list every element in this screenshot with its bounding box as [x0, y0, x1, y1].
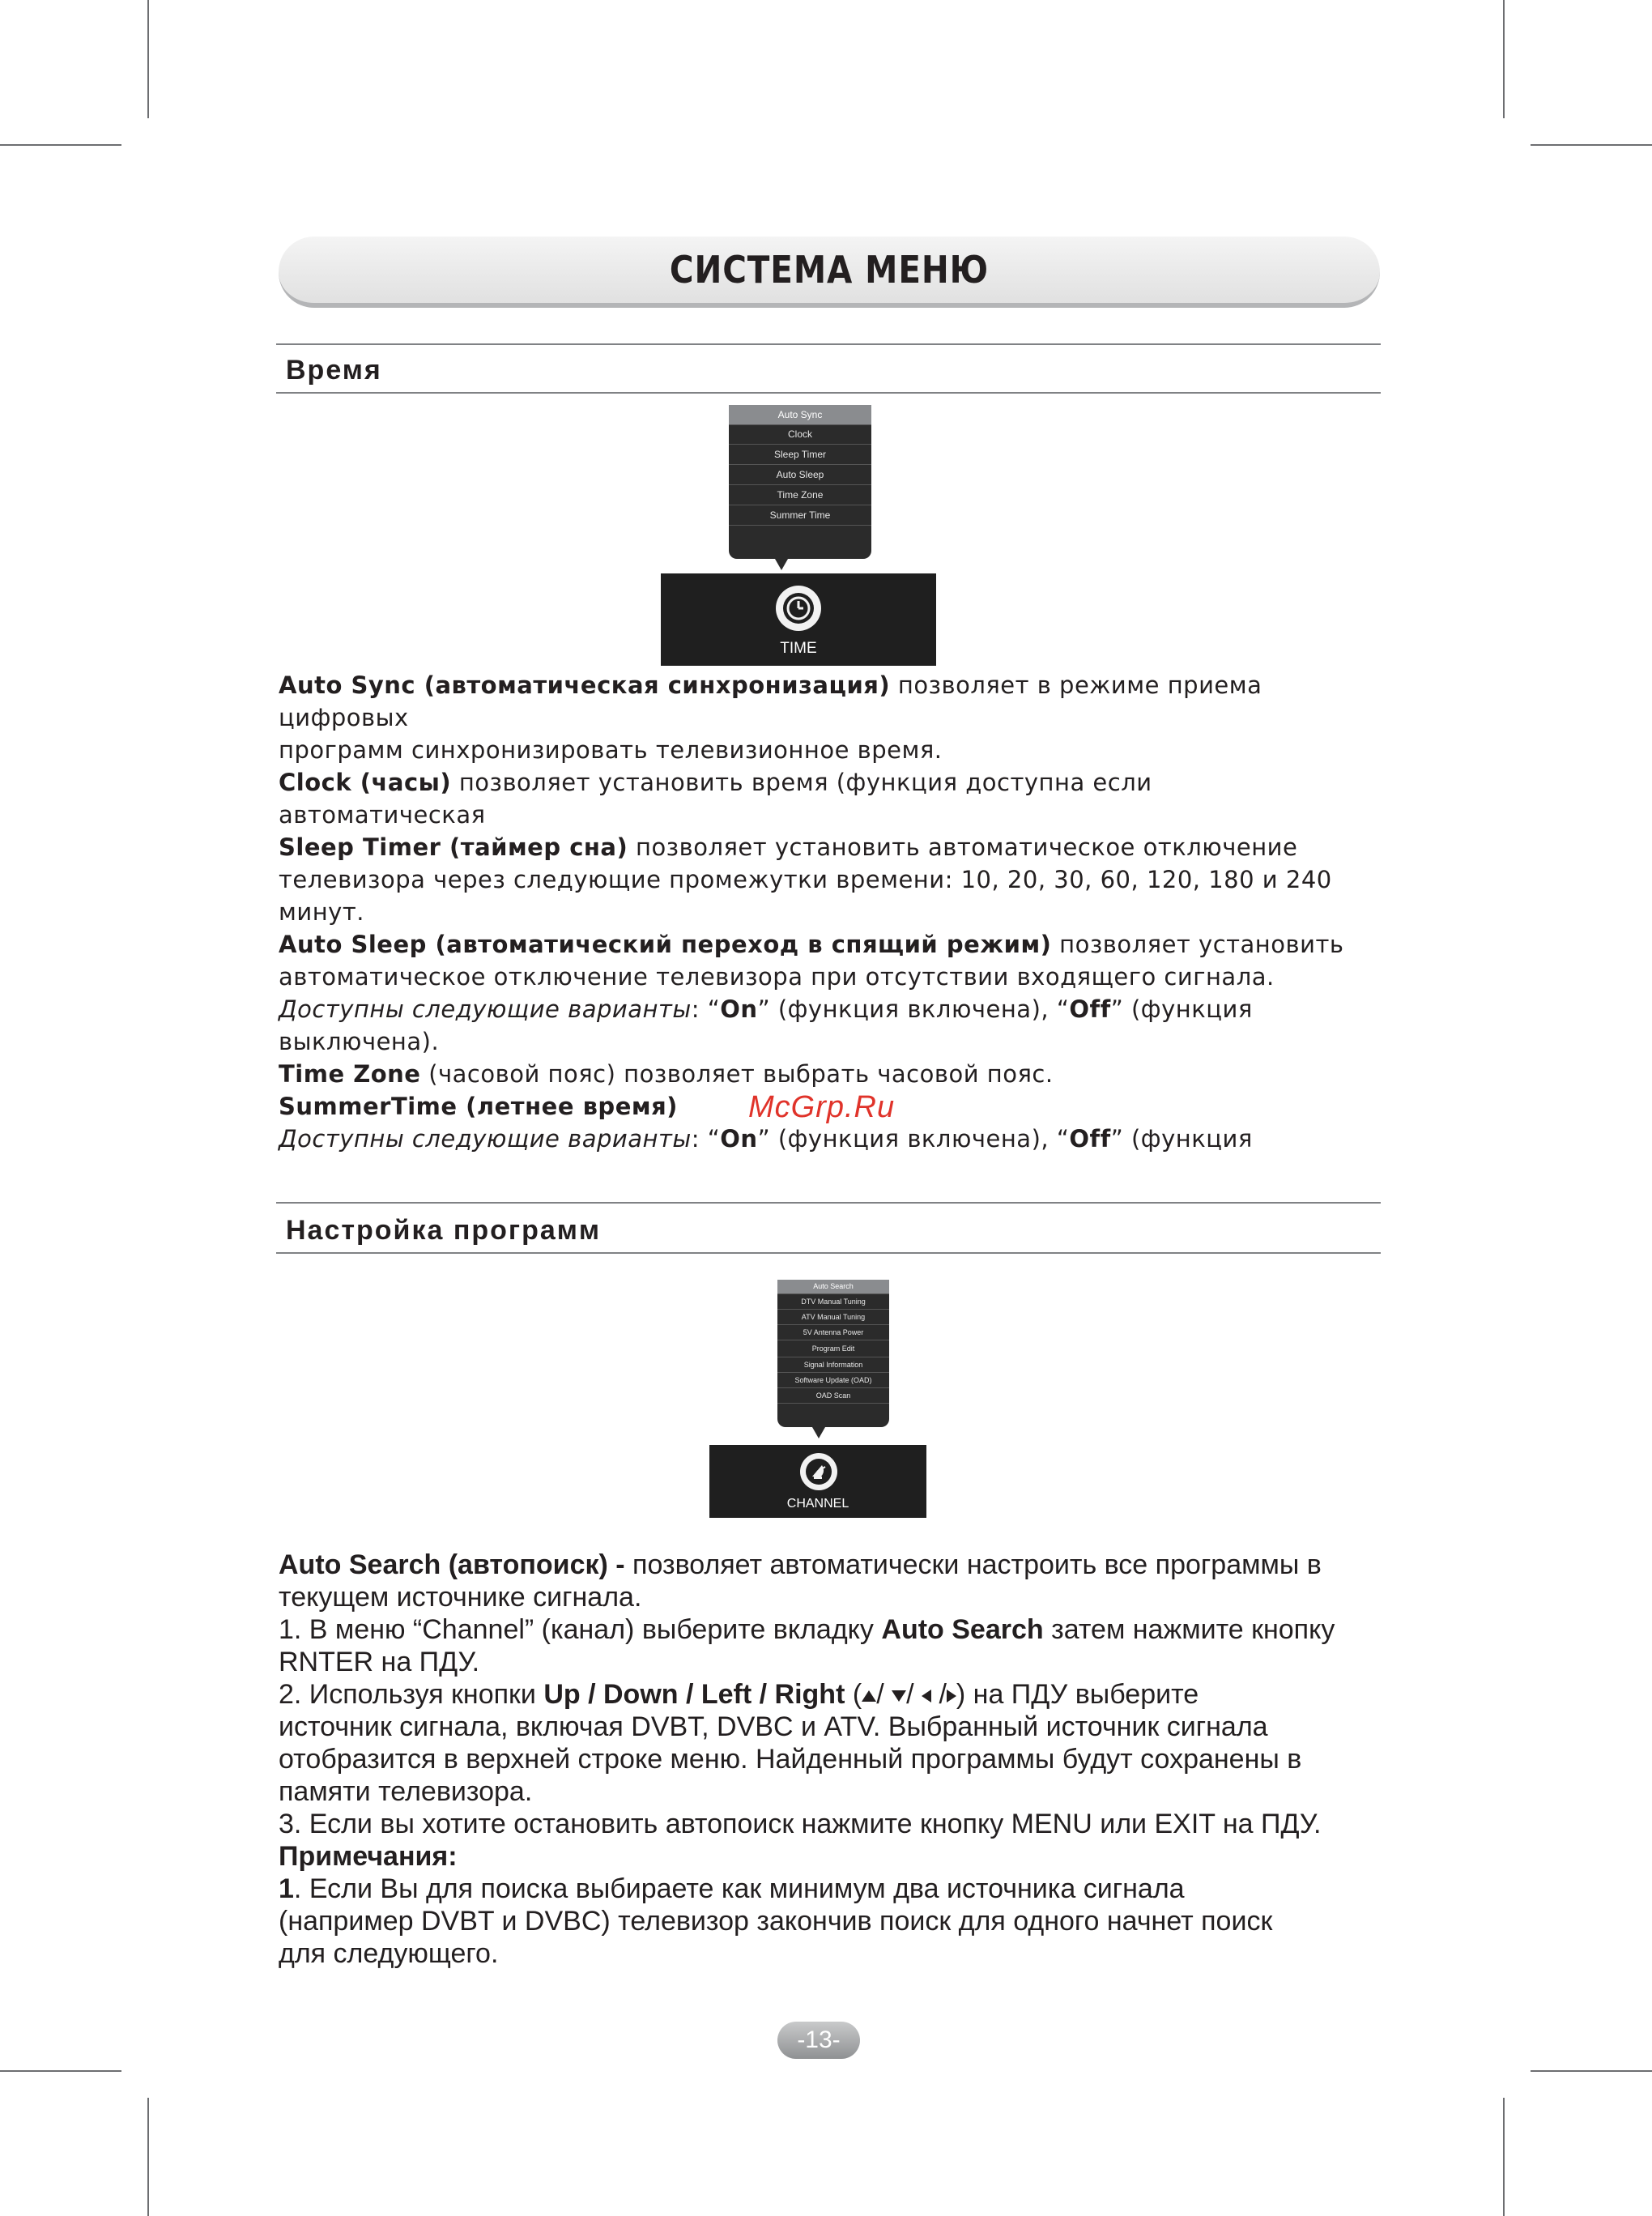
desc: позволяет в режиме приема цифровых [279, 671, 1262, 731]
menu-item[interactable]: Time Zone [729, 485, 871, 505]
crop-mark [147, 2098, 149, 2216]
section-heading-channel [276, 1202, 1381, 1254]
menu-item[interactable]: Summer Time [729, 505, 871, 526]
arrow-down-icon [892, 1690, 906, 1702]
menu-item[interactable]: Auto Sync [729, 405, 871, 425]
desc: текущем источнике сигнала. [279, 1582, 642, 1613]
arrow-left-icon [922, 1690, 931, 1702]
channel-icon-bar [709, 1445, 926, 1518]
option-on: On [720, 995, 758, 1023]
crop-mark [147, 0, 149, 118]
note-number: 1 [279, 1873, 294, 1904]
desc: позволяет установить время (функция доступна если [451, 769, 1152, 796]
term-summer-time: SummerTime (летнее время) [279, 1093, 678, 1120]
crop-mark [1531, 144, 1652, 146]
punct: : “ [691, 995, 721, 1023]
section-title: Время [286, 355, 382, 386]
desc: для следующего. [279, 1938, 499, 1969]
desc: автоматическое отключение телевизора при отсутствии входящего сигнала. [279, 963, 1275, 991]
term-time-zone: Time Zone [279, 1060, 421, 1088]
menu-item[interactable]: Auto Search [777, 1280, 889, 1294]
desc: (например DVBT и DVBC) телевизор закончив поиск для одного начнет поиск [279, 1906, 1273, 1937]
menu-item[interactable]: DTV Manual Tuning [777, 1294, 889, 1310]
desc: . Если Вы для поиска выбираете как минимум два источника сигнала [293, 1873, 1185, 1904]
menu-item[interactable]: Sleep Timer [729, 445, 871, 465]
term: Up / Down / Left / Right [543, 1679, 845, 1710]
desc: позволяет установить автоматическое отключение [628, 833, 1298, 861]
satellite-dish-icon[interactable] [800, 1453, 837, 1490]
desc: ” (функция [1110, 1125, 1253, 1153]
term-auto-sleep: Auto Sleep (автоматический переход в спящий режим) [279, 931, 1052, 958]
desc: минут. [279, 898, 364, 926]
crop-mark [0, 144, 121, 146]
desc: затем нажмите кнопку [1043, 1614, 1335, 1645]
desc: позволяет автоматически настроить все программы в [624, 1549, 1322, 1580]
time-description [279, 669, 1396, 1155]
menu-item[interactable]: ATV Manual Tuning [777, 1310, 889, 1325]
menu-item[interactable]: Signal Information [777, 1357, 889, 1373]
term: Auto Search [881, 1614, 1044, 1645]
desc: ” (функция включена), “ [757, 995, 1070, 1023]
desc: источник сигнала, включая DVBT, DVBC и ATV. Выбранный источник сигнала [279, 1711, 1268, 1742]
term-clock: Clock (часы) [279, 769, 452, 796]
menu-item[interactable]: Auto Sleep [729, 465, 871, 485]
clock-icon[interactable] [776, 586, 821, 631]
menu-pointer-arrow [775, 559, 788, 570]
menu-pointer-arrow [812, 1427, 825, 1438]
desc: ( [845, 1679, 862, 1710]
desc: ” (функция [1110, 995, 1253, 1023]
crop-mark [1503, 0, 1505, 118]
icon-label: TIME [780, 640, 817, 657]
watermark: McGrp.Ru [748, 1090, 896, 1124]
option-off: Off [1069, 1125, 1111, 1153]
term-auto-sync: Auto Sync (автоматическая синхронизация) [279, 671, 891, 699]
notes-label: Примечания: [279, 1841, 458, 1872]
section-heading-time [276, 343, 1381, 394]
term-auto-search: Auto Search (автопоиск) - [279, 1549, 625, 1580]
desc: ” (функция включена), “ [757, 1125, 1070, 1153]
arrow-right-icon [947, 1690, 956, 1702]
time-menu-panel [729, 405, 871, 559]
desc: памяти телевизора. [279, 1776, 533, 1807]
desc: позволяет установить [1051, 931, 1344, 958]
desc: телевизора через следующие промежутки времени: 10, 20, 30, 60, 120, 180 и 240 [279, 866, 1332, 893]
option-off: Off [1069, 995, 1111, 1023]
desc: автоматическая [279, 801, 486, 829]
desc: ) на ПДУ выберите [956, 1679, 1199, 1710]
punct: : “ [691, 1125, 721, 1153]
menu-item[interactable]: OAD Scan [777, 1388, 889, 1404]
desc: программ синхронизировать телевизионное время. [279, 736, 943, 764]
page-number: -13- [777, 2022, 860, 2059]
menu-item[interactable]: Program Edit [777, 1340, 889, 1357]
desc: отобразится в верхней строке меню. Найденный программы будут сохранены в [279, 1744, 1302, 1775]
page-title-banner [279, 237, 1380, 308]
page-title: СИСТЕМА МЕНЮ [669, 248, 990, 292]
desc: выключена). [279, 1028, 440, 1055]
channel-menu-panel [777, 1280, 889, 1427]
desc: 3. Если вы хотите остановить автопоиск нажмите кнопку MENU или EXIT на ПДУ. [279, 1809, 1322, 1839]
desc: 1. В меню “Channel” (канал) выберите вкладку [279, 1614, 882, 1645]
options-label: Доступны следующие варианты [279, 995, 692, 1023]
crop-mark [1503, 2098, 1505, 2216]
option-on: On [720, 1125, 758, 1153]
channel-description: Auto Search (автопоиск) - позволяет автоматически настроить все программы в текущем источнике сигнала. 1. В меню “Channel” (канал) выберите вкладку Auto Search затем нажмите кнопку RNTER на ПДУ. 2. Используя кнопки Up / Down / Left / Right ( / / / ) на ПДУ выберите источник сигнала, включая DVBT, DVBC и ATV. Выбранный источник сигнала отобразится в верхней строке меню. Найденный программы будут сохранены в памяти телевизора. 3. Если вы хотите остановить автопоиск нажмите кнопку MENU или EXIT на ПДУ. Примечания: 1. Если Вы для поиска выбираете как минимум два источника сигнала (например DVBT и DVBC) телевизор закончив поиск для одного начнет поиск для следующего. [279, 1549, 1335, 1969]
menu-item[interactable]: Software Update (OAD) [777, 1373, 889, 1388]
desc: RNTER на ПДУ. [279, 1647, 480, 1677]
time-icon-bar [661, 573, 936, 666]
icon-label: CHANNEL [786, 1497, 849, 1511]
arrow-up-icon [862, 1690, 876, 1702]
menu-item[interactable]: Clock [729, 425, 871, 445]
crop-mark [0, 2070, 121, 2072]
desc: 2. Используя кнопки [279, 1679, 544, 1710]
term-sleep-timer: Sleep Timer (таймер сна) [279, 833, 628, 861]
options-label: Доступны следующие варианты [279, 1125, 692, 1153]
desc: (часовой пояс) позволяет выбрать часовой пояс. [420, 1060, 1054, 1088]
crop-mark [1531, 2070, 1652, 2072]
menu-item[interactable]: 5V Antenna Power [777, 1325, 889, 1340]
section-title: Настройка программ [286, 1215, 602, 1246]
